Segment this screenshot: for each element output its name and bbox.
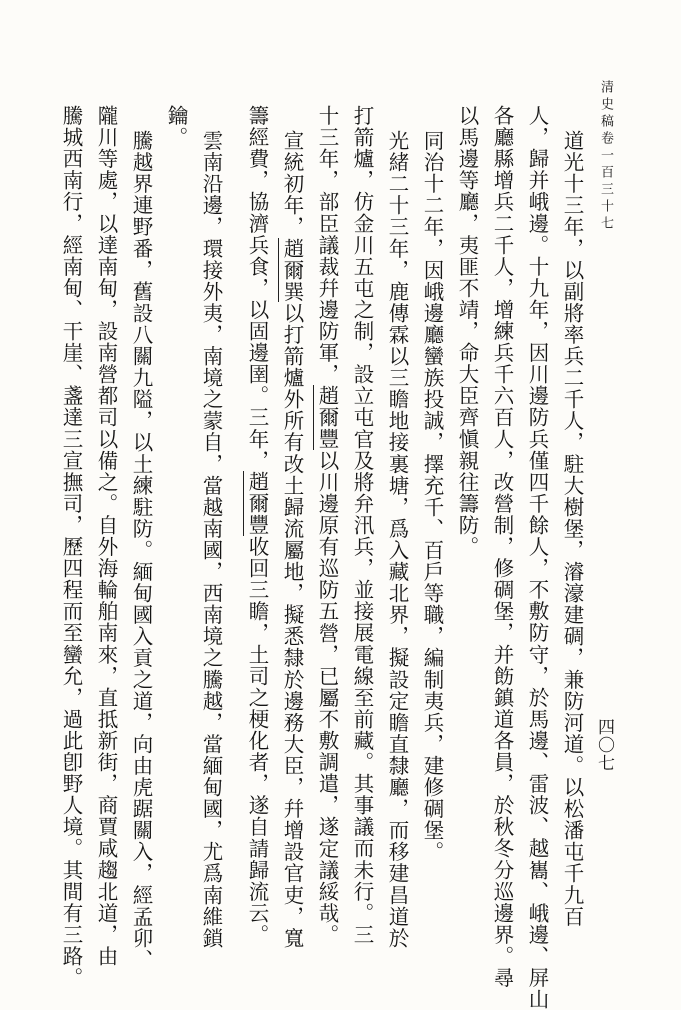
text-segment: 以馬邊等廳，夷匪不靖，命大臣齊愼親往籌防。 — [455, 105, 479, 558]
text-segment: 十三年，部臣議裁幷邊防軍， — [315, 105, 339, 386]
text-segment: 以川邊原有巡防五營，已屬不敷調遣，遂定議綏哉。 — [315, 449, 339, 946]
text-column — [161, 105, 191, 148]
text-segment: 收回三瞻，土司之梗化者，遂自請歸流云。 — [245, 536, 269, 946]
text-segment: 打箭爐，仿金川五屯之制，設立屯官及將弁汛兵，並接展電線至前藏。其事議而未行。三 — [350, 105, 374, 946]
text-segment: 各廳縣增兵二千人，增練兵千六百人，改營制，修碉堡，并飭鎮道各員，於秋冬分巡邊界。尋 — [490, 105, 514, 989]
text-segment: 光緒二十三年，鹿傳霖以三瞻地接裏塘，爲入藏北界，擬設定瞻直隸廳，而移建昌道於 — [385, 130, 409, 949]
text-column — [522, 105, 552, 1010]
text-column — [312, 105, 342, 945]
text-column — [196, 130, 226, 949]
text-column — [56, 105, 86, 989]
person-name-mark: 趙爾豐 — [315, 385, 339, 450]
text-segment: 隴川等處，以達南甸，設南營都司以備之。自外海輪舶南來，直抵新街，商賈咸趨北道，由 — [94, 105, 118, 967]
person-name-mark: 趙爾巽 — [280, 237, 304, 303]
page-number: 四〇七 — [594, 718, 614, 772]
text-column — [487, 105, 517, 989]
text-column — [382, 130, 412, 949]
text-segment: 以打箭爐外所有改土歸流屬地，擬悉隸於邊務大臣，幷增設官吏，寬 — [280, 302, 304, 949]
text-segment: 鑰。 — [164, 105, 188, 149]
running-head: 清史稿卷一百三十七 — [598, 80, 613, 233]
text-segment: 人，歸并峨邊。十九年，因川邊防兵僅四千餘人，不敷防守，於馬邊、雷波、越巂、峨邊、屏山 — [525, 105, 549, 1010]
text-column — [277, 130, 307, 949]
text-column — [126, 130, 156, 970]
person-name-mark: 趙爾豐 — [245, 471, 269, 537]
text-column — [347, 105, 377, 945]
text-segment: 宣統初年， — [280, 130, 304, 238]
text-segment: 籌經費，協濟兵食，以固邊圉。三年， — [245, 105, 269, 472]
text-segment: 騰城西南行，經南甸、干崖、盞達三宣撫司，歷四程而至蠻允，過此卽野人境。其間有三路。 — [59, 105, 83, 989]
text-column — [452, 105, 482, 558]
text-column — [417, 130, 447, 863]
text-segment: 同治十二年，因峨邊廳蠻族投誠，擇充千、百戶等職，編制夷兵，建修碉堡。 — [420, 130, 444, 863]
text-segment: 道光十三年，以副將率兵二千人，駐大樹堡，濬濠建碉，兼防河道。以松潘屯千九百 — [560, 130, 584, 928]
text-column — [242, 105, 272, 945]
text-segment: 騰越界連野番，舊設八關九隘，以土練駐防。緬甸國入貢之道，向由虎踞關入，經孟卯、 — [129, 130, 153, 971]
text-column — [557, 130, 587, 927]
text-column — [91, 105, 121, 967]
text-segment: 雲南沿邊，環接外夷，南境之蒙自，當越南國，西南境之騰越，當緬甸國，尤爲南維鎖 — [199, 130, 223, 949]
